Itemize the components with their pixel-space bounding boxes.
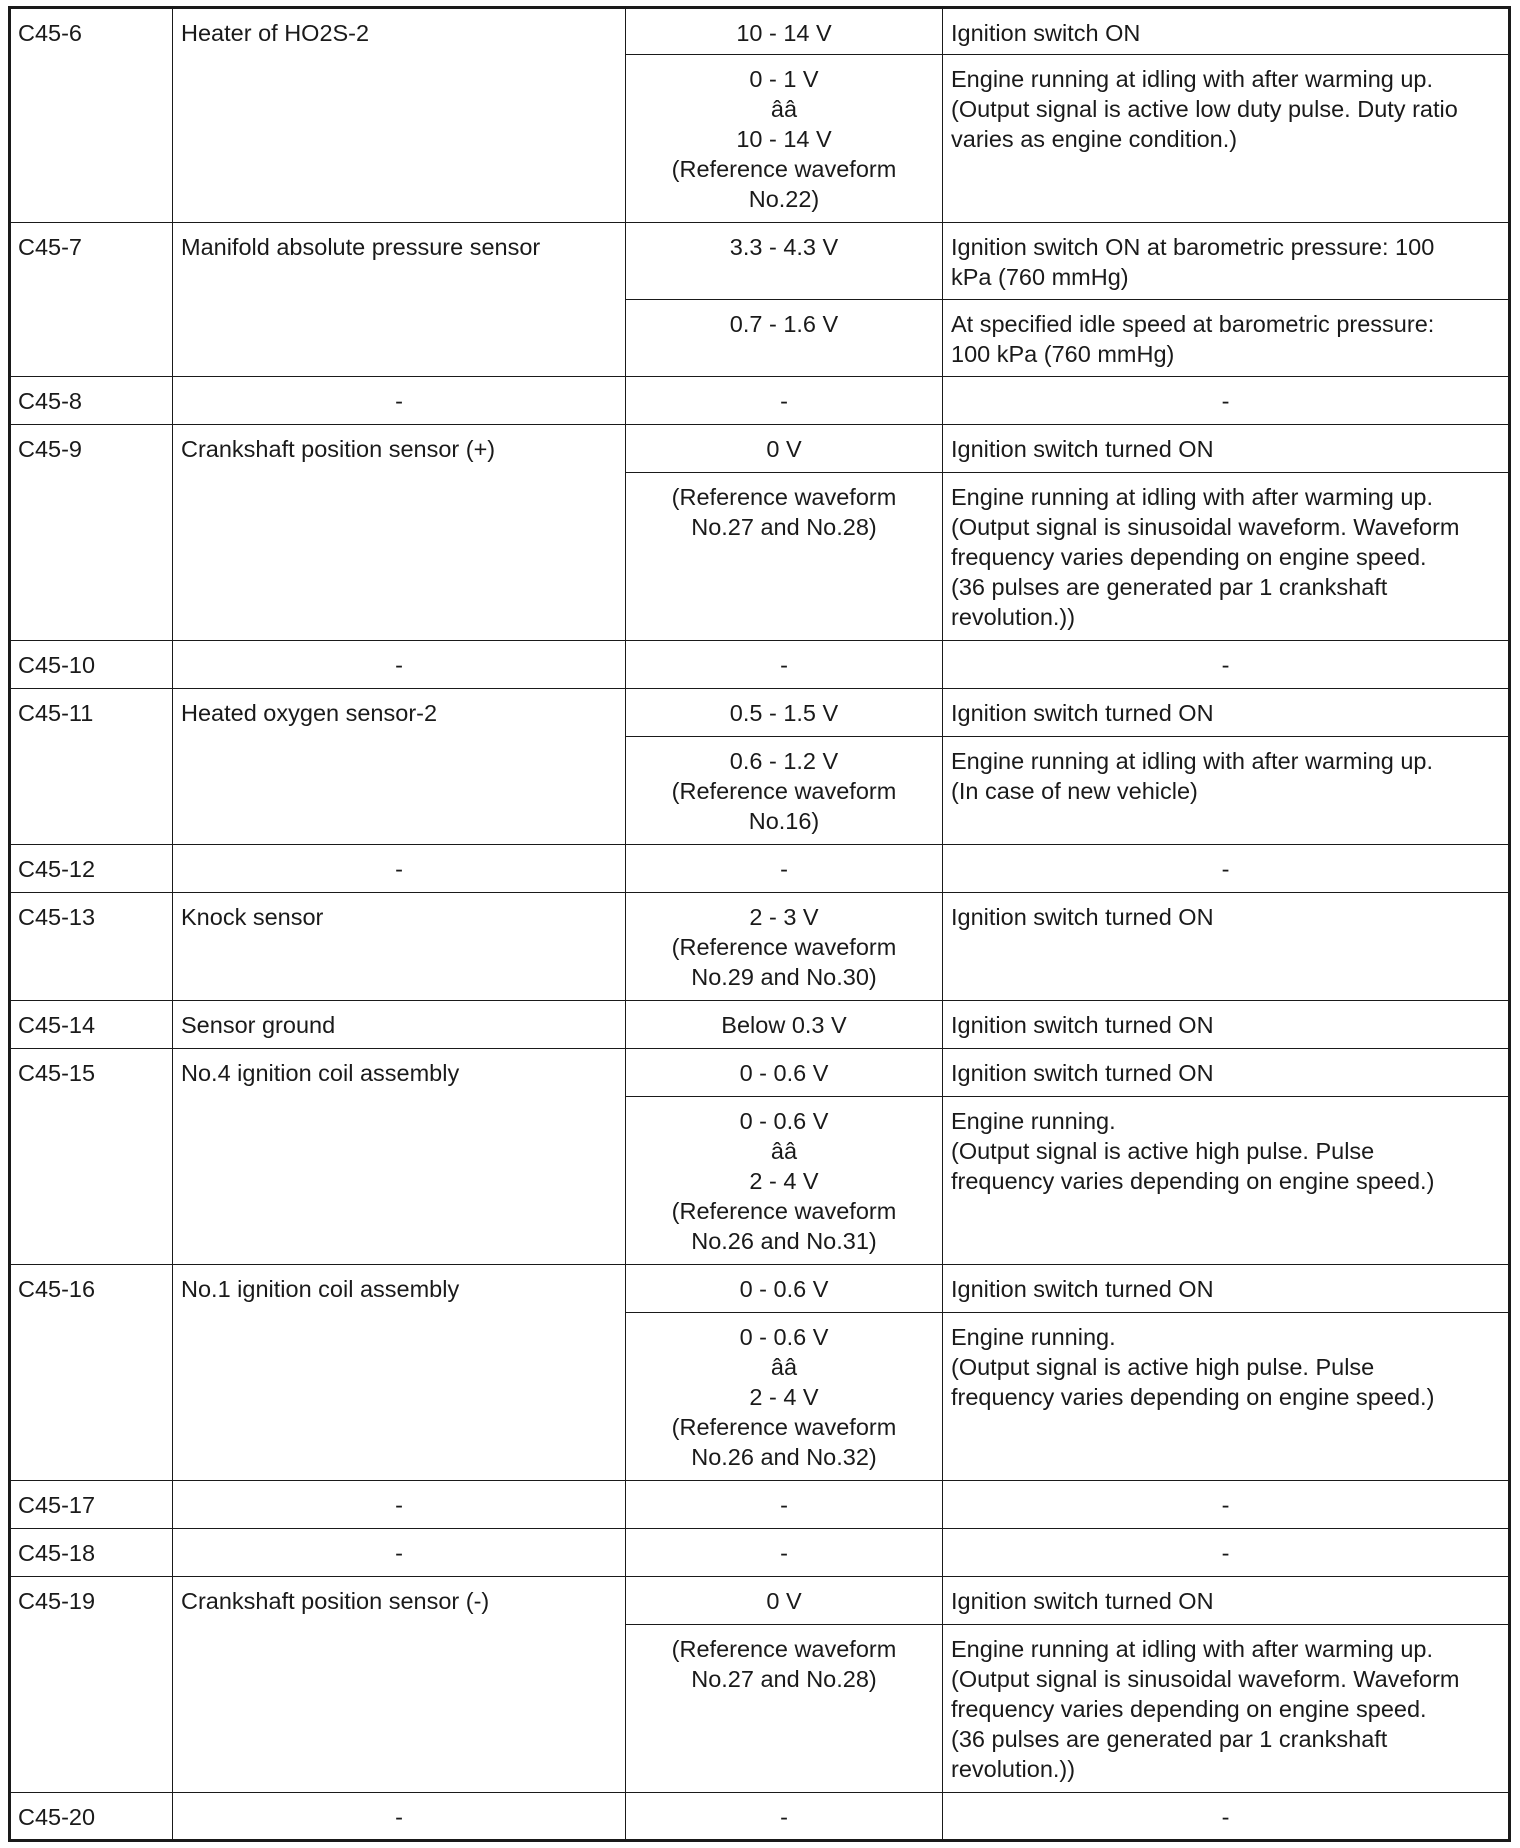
voltage-cell: - bbox=[626, 1529, 943, 1577]
description-cell: - bbox=[173, 1793, 626, 1841]
table-row bbox=[10, 223, 1510, 300]
voltage-cell: 0 - 0.6 V ââ 2 - 4 V (Reference waveform No.26 and No.32) bbox=[626, 1313, 943, 1481]
description-cell: Manifold absolute pressure sensor bbox=[173, 223, 626, 377]
condition-cell: Ignition switch turned ON bbox=[943, 893, 1510, 1001]
condition-cell: Ignition switch turned ON bbox=[943, 1265, 1510, 1313]
terminal-cell: C45-14 bbox=[10, 1001, 173, 1049]
table-row bbox=[10, 1793, 1510, 1841]
terminal-cell: C45-18 bbox=[10, 1529, 173, 1577]
condition-cell: Engine running at idling with after warming up. (Output signal is sinusoidal waveform. Waveform frequency varies depending on engine speed. (36 pulses are generated par 1 crankshaft revolution.)) bbox=[943, 473, 1510, 641]
voltage-cell: 0 V bbox=[626, 1577, 943, 1625]
table-row bbox=[10, 1049, 1510, 1097]
condition-cell: Ignition switch ON at barometric pressure: 100 kPa (760 mmHg) bbox=[943, 223, 1510, 300]
voltage-cell: Below 0.3 V bbox=[626, 1001, 943, 1049]
table-row bbox=[10, 1001, 1510, 1049]
voltage-cell: 10 - 14 V bbox=[626, 8, 943, 55]
description-cell: No.4 ignition coil assembly bbox=[173, 1049, 626, 1265]
terminal-cell: C45-9 bbox=[10, 425, 173, 641]
description-cell: - bbox=[173, 845, 626, 893]
terminal-cell: C45-6 bbox=[10, 8, 173, 223]
terminal-cell: C45-13 bbox=[10, 893, 173, 1001]
voltage-cell: - bbox=[626, 1481, 943, 1529]
description-cell: - bbox=[173, 1481, 626, 1529]
voltage-cell: - bbox=[626, 845, 943, 893]
condition-cell: Engine running. (Output signal is active high pulse. Pulse frequency varies depending on engine speed.) bbox=[943, 1097, 1510, 1265]
condition-cell: At specified idle speed at barometric pressure: 100 kPa (760 mmHg) bbox=[943, 300, 1510, 377]
terminal-cell: C45-12 bbox=[10, 845, 173, 893]
terminal-cell: C45-7 bbox=[10, 223, 173, 377]
description-cell: - bbox=[173, 377, 626, 425]
condition-cell: - bbox=[943, 377, 1510, 425]
terminal-cell: C45-8 bbox=[10, 377, 173, 425]
voltage-cell: 0 - 0.6 V bbox=[626, 1049, 943, 1097]
table-row bbox=[10, 689, 1510, 737]
description-cell: Sensor ground bbox=[173, 1001, 626, 1049]
condition-cell: - bbox=[943, 1529, 1510, 1577]
condition-cell: Engine running at idling with after warming up. (Output signal is sinusoidal waveform. Waveform frequency varies depending on engine speed. (36 pulses are generated par 1 crankshaft revolution.)) bbox=[943, 1625, 1510, 1793]
table-row bbox=[10, 1481, 1510, 1529]
voltage-cell: 2 - 3 V (Reference waveform No.29 and No.30) bbox=[626, 893, 943, 1001]
voltage-cell: - bbox=[626, 1793, 943, 1841]
table-row bbox=[10, 8, 1510, 55]
condition-cell: Ignition switch turned ON bbox=[943, 1001, 1510, 1049]
condition-cell: Engine running at idling with after warming up. (Output signal is active low duty pulse. Duty ratio varies as engine condition.) bbox=[943, 55, 1510, 223]
condition-cell: Engine running at idling with after warming up. (In case of new vehicle) bbox=[943, 737, 1510, 845]
terminal-cell: C45-16 bbox=[10, 1265, 173, 1481]
condition-cell: Ignition switch turned ON bbox=[943, 689, 1510, 737]
terminal-cell: C45-17 bbox=[10, 1481, 173, 1529]
condition-cell: - bbox=[943, 1793, 1510, 1841]
voltage-cell: (Reference waveform No.27 and No.28) bbox=[626, 473, 943, 641]
condition-cell: Ignition switch ON bbox=[943, 8, 1510, 55]
voltage-cell: 0 - 0.6 V ââ 2 - 4 V (Reference waveform No.26 and No.31) bbox=[626, 1097, 943, 1265]
table-row bbox=[10, 845, 1510, 893]
voltage-cell: - bbox=[626, 641, 943, 689]
description-cell: - bbox=[173, 641, 626, 689]
table-row bbox=[10, 893, 1510, 1001]
voltage-cell: 0.7 - 1.6 V bbox=[626, 300, 943, 377]
table-row bbox=[10, 425, 1510, 473]
voltage-cell: 0.6 - 1.2 V (Reference waveform No.16) bbox=[626, 737, 943, 845]
table-row bbox=[10, 641, 1510, 689]
terminal-cell: C45-20 bbox=[10, 1793, 173, 1841]
voltage-cell: 0 - 0.6 V bbox=[626, 1265, 943, 1313]
condition-cell: - bbox=[943, 845, 1510, 893]
terminal-cell: C45-15 bbox=[10, 1049, 173, 1265]
voltage-cell: 3.3 - 4.3 V bbox=[626, 223, 943, 300]
condition-cell: - bbox=[943, 641, 1510, 689]
condition-cell: - bbox=[943, 1481, 1510, 1529]
description-cell: Crankshaft position sensor (+) bbox=[173, 425, 626, 641]
terminal-cell: C45-11 bbox=[10, 689, 173, 845]
condition-cell: Ignition switch turned ON bbox=[943, 1049, 1510, 1097]
table-row bbox=[10, 1577, 1510, 1625]
description-cell: - bbox=[173, 1529, 626, 1577]
table-body bbox=[10, 8, 1510, 1841]
condition-cell: Ignition switch turned ON bbox=[943, 1577, 1510, 1625]
voltage-cell: - bbox=[626, 377, 943, 425]
terminal-cell: C45-10 bbox=[10, 641, 173, 689]
description-cell: Heated oxygen sensor-2 bbox=[173, 689, 626, 845]
description-cell: No.1 ignition coil assembly bbox=[173, 1265, 626, 1481]
table-row bbox=[10, 377, 1510, 425]
table-row bbox=[10, 1265, 1510, 1313]
terminal-cell: C45-19 bbox=[10, 1577, 173, 1793]
voltage-cell: 0 V bbox=[626, 425, 943, 473]
description-cell: Heater of HO2S-2 bbox=[173, 8, 626, 223]
condition-cell: Ignition switch turned ON bbox=[943, 425, 1510, 473]
description-cell: Knock sensor bbox=[173, 893, 626, 1001]
voltage-cell: 0 - 1 V ââ 10 - 14 V (Reference waveform No.22) bbox=[626, 55, 943, 223]
condition-cell: Engine running. (Output signal is active high pulse. Pulse frequency varies depending on engine speed.) bbox=[943, 1313, 1510, 1481]
description-cell: Crankshaft position sensor (-) bbox=[173, 1577, 626, 1793]
voltage-cell: (Reference waveform No.27 and No.28) bbox=[626, 1625, 943, 1793]
terminal-voltage-table bbox=[8, 6, 1511, 1842]
table-row bbox=[10, 1529, 1510, 1577]
voltage-cell: 0.5 - 1.5 V bbox=[626, 689, 943, 737]
